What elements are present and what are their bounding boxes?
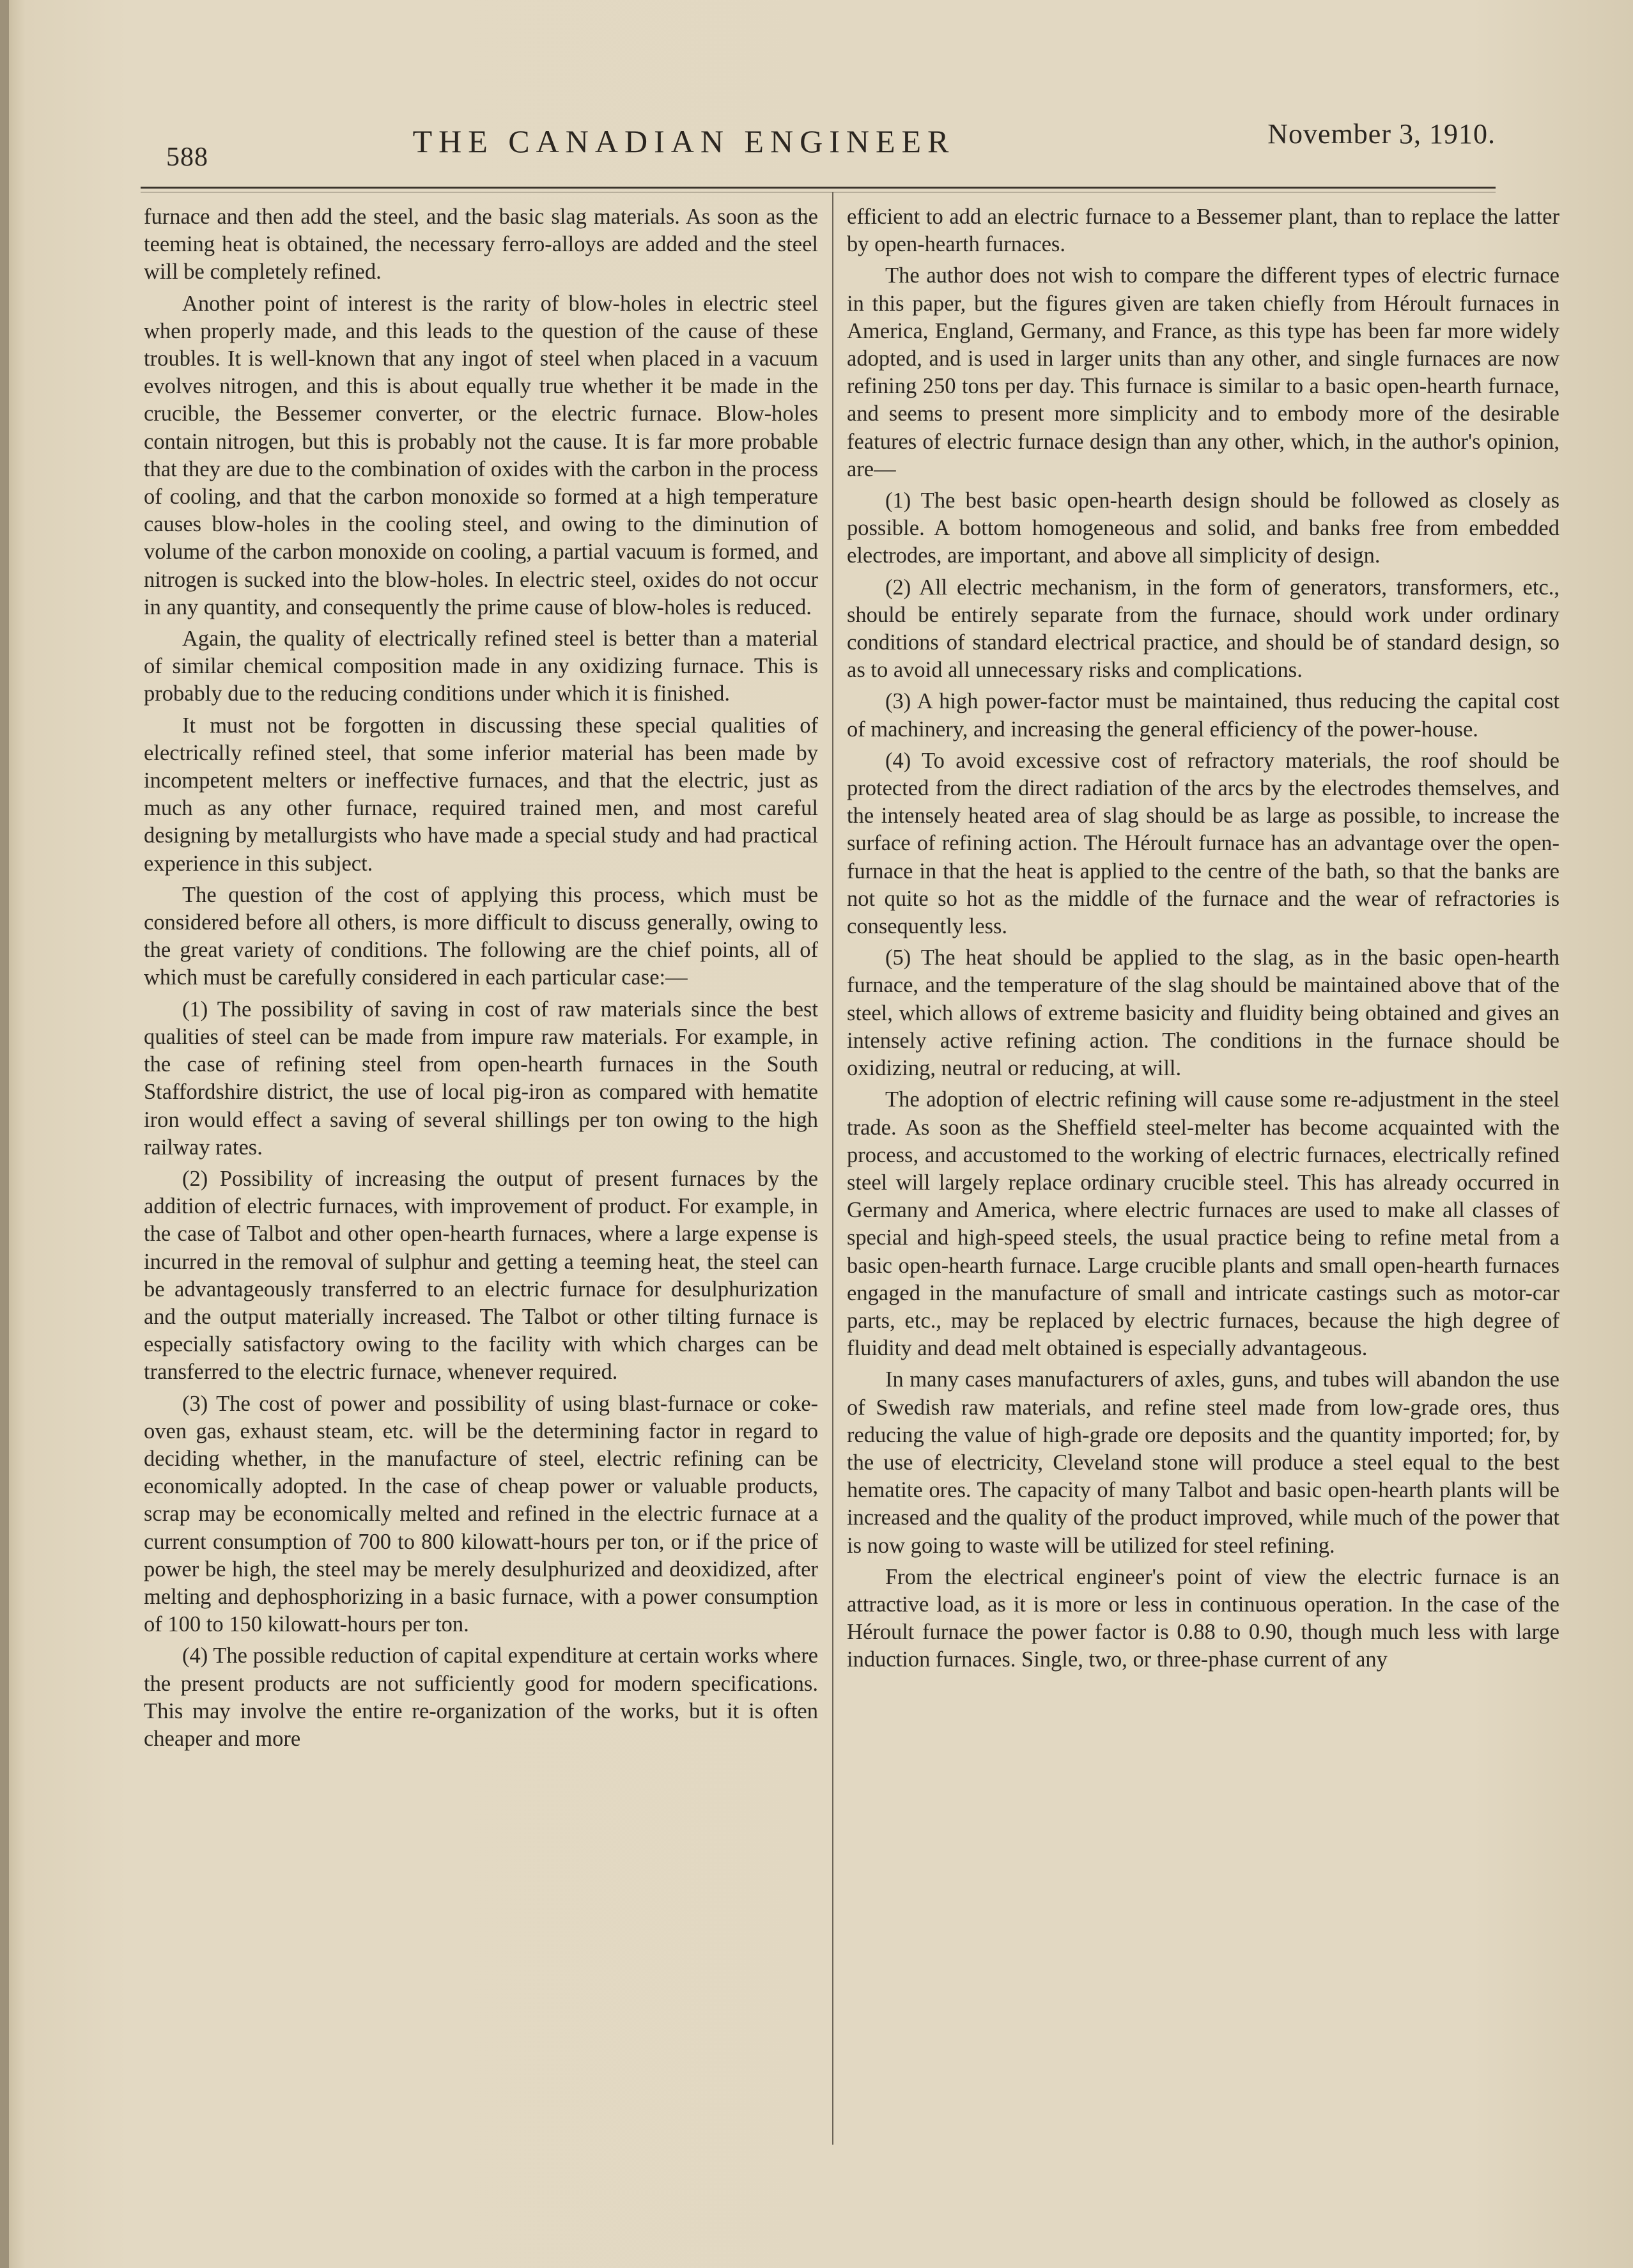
column-divider — [832, 192, 833, 2145]
list-item: (4) The possible reduction of capital expenditure at certain works where the present products are not sufficiently good for modern specifications. This may involve the entire re-organization of the works, but it is often cheaper and more — [144, 1643, 818, 1751]
paragraph: From the electrical engineer's point of view the electric furnace is an attractive load, as it is more or less in continuous operation. In the case of the Héroult furnace the power factor is 0.88 to 0.90, though much less with large induction furnaces. Single, two, or three-phase current of any — [847, 1564, 1559, 1672]
paragraph: Again, the quality of electrically refined steel is better than a material of similar chemical composition made in any oxidizing furnace. This is probably due to the reducing conditions under which it is finished. — [144, 626, 818, 706]
paragraph: The adoption of electric refining will cause some re-adjustment in the steel trade. As soon as the Sheffield steel-melter has become acquainted with the process, and accustomed to the working of electric furnaces, electrically refined steel will largely replace ordinary crucible steel. This has already occurred in Germany and America, where electric furnaces are used to make all classes of special and high-speed steels, the usual practice being to refine metal from a basic open-hearth furnace. Large crucible plants and small open-hearth furnaces engaged in the manufacture of small and intricate castings such as motor-car parts, etc., may be replaced by electric furnaces, because the high degree of fluidity and dead melt obtained is especially advantageous. — [847, 1087, 1559, 1361]
list-item: (2) Possibility of increasing the output of present furnaces by the addition of electric furnaces, with improvement of product. For example, in the case of Talbot and other open-hearth furnaces, where a large expense is incurred in the removal of sulphur and getting a teeming heat, the steel can be advantageously transferred to an electric furnace for desulphurization and the output materially increased. The Talbot or other tilting furnace is especially satisfactory owing to the facility with which charges can be transferred to the electric furnace, whenever required. — [144, 1166, 818, 1385]
journal-title: THE CANADIAN ENGINEER — [412, 123, 956, 159]
right-column — [847, 203, 1559, 2147]
list-item: (5) The heat should be applied to the slag, as in the basic open-hearth furnace, and the temperature of the slag should be maintained above that of the steel, which allows of extreme basicity and fluidity being obtained and gives an intensely active refining action. The conditions in the furnace should be oxidizing, neutral or reducing, at will. — [847, 945, 1559, 1081]
paragraph: The question of the cost of applying this process, which must be considered before all others, is more difficult to discuss generally, owing to the great variety of conditions. The following are the chief points, all of which must be carefully considered in each particular case:— — [144, 882, 818, 990]
list-item: (1) The possibility of saving in cost of raw materials since the best qualities of steel can be made from impure raw materials. For example, in the case of refining steel from open-hearth furnaces in the South Staffordshire district, the use of local pig-iron as compared with hematite iron would effect a saving of several shillings per ton owing to the high railway rates. — [144, 997, 818, 1160]
left-column — [144, 203, 818, 2147]
list-item: (2) All electric mechanism, in the form of generators, transformers, etc., should be entirely separate from the furnace, should work under ordinary conditions of standard electrical practice, and should be of standard design, so as to avoid all unnecessary risks and complications. — [847, 575, 1559, 683]
paragraph: It must not be forgotten in discussing these special qualities of electrically refined steel, that some inferior material has been made by incompetent melters or ineffective furnaces, and that the electric, just as much as any other furnace, required trained men, and most careful designing by metallurgists who have made a special study and had practical experience in this subject. — [144, 713, 818, 876]
issue-date: November 3, 1910. — [1267, 118, 1496, 150]
paragraph: furnace and then add the steel, and the basic slag materials. As soon as the teeming heat is obtained, the necessary ferro-alloys are added and the steel will be completely refined. — [144, 205, 818, 284]
page-number: 588 — [166, 143, 208, 172]
paragraph: In many cases manufacturers of axles, guns, and tubes will abandon the use of Swedish raw materials, and refine steel made from low-grade ores, thus reducing the value of high-grade ore deposits and the quantity imported; for, by the use of electricity, Cleveland stone will produce a steel equal to the best hematite ores. The capacity of many Talbot and basic open-hearth plants will be increased and the quality of the product improved, while much of the power that is now going to waste will be utilized for steel refining. — [847, 1367, 1559, 1558]
paragraph: Another point of interest is the rarity of blow-holes in electric steel when properly made, and this leads to the question of the cause of these troubles. It is well-known that any ingot of steel when placed in a vacuum evolves nitrogen, and this is about equally true whether it be made in the crucible, the Bessemer converter, or the electric furnace. Blow-holes contain nitrogen, but this is probably not the cause. It is far more probable that they are due to the combination of oxides with the carbon in the process of cooling, and that the carbon monoxide so formed at a high temperature causes blow-holes in the cooling steel, and owing to the diminution of volume of the carbon monoxide on cooling, a partial vacuum is formed, and nitrogen is sucked into the blow-holes. In electric steel, oxides do not occur in any quantity, and consequently the prime cause of blow-holes is reduced. — [144, 291, 818, 619]
list-item: (1) The best basic open-hearth design should be followed as closely as possible. A bottom homogeneous and solid, and banks free from embedded electrodes, are important, and above all simplicity of design. — [847, 488, 1559, 568]
paragraph: The author does not wish to compare the different types of electric furnace in this paper, but the figures given are taken chiefly from Héroult furnaces in America, England, Germany, and France, as this type has been far more widely adopted, and is used in larger units than any other, and single furnaces are now refining 250 tons per day. This furnace is similar to a basic open-hearth furnace, and seems to present more simplicity and to embody more of the desirable features of electric furnace design than any other, which, in the author's opinion, are— — [847, 263, 1559, 481]
running-header — [141, 109, 1496, 172]
header-rule — [141, 187, 1496, 189]
list-item: (3) The cost of power and possibility of using blast-furnace or coke-oven gas, exhaust steam, etc. will be the determining factor in regard to deciding whether, in the manufacture of steel, electric refining can be economically adopted. In the case of cheap power or valuable products, scrap may be economically melted and refined in the electric furnace at a current consumption of 700 to 800 kilowatt-hours per ton, or if the price of power be high, the steel may be merely desulphurized and deoxidized, after melting and dephosphorizing in a basic furnace, with a power consumption of 100 to 150 kilowatt-hours per ton. — [144, 1391, 818, 1637]
binding-edge — [0, 0, 9, 2268]
list-item: (4) To avoid excessive cost of refractory materials, the roof should be protected from the direct radiation of the arcs by the electrodes themselves, and the intensely heated area of slag should be as large as possible, to increase the surface of refining action. The Héroult furnace has an advantage over the open-furnace in that the heat is applied to the centre of the bath, so that the banks are not quite so hot as the middle of the furnace and the wear of refractories is consequently less. — [847, 748, 1559, 939]
list-item: (3) A high power-factor must be maintained, thus reducing the capital cost of machinery, and increasing the general efficiency of the power-house. — [847, 689, 1559, 742]
paragraph: efficient to add an electric furnace to a Bessemer plant, than to replace the latter by open-hearth furnaces. — [847, 205, 1559, 257]
